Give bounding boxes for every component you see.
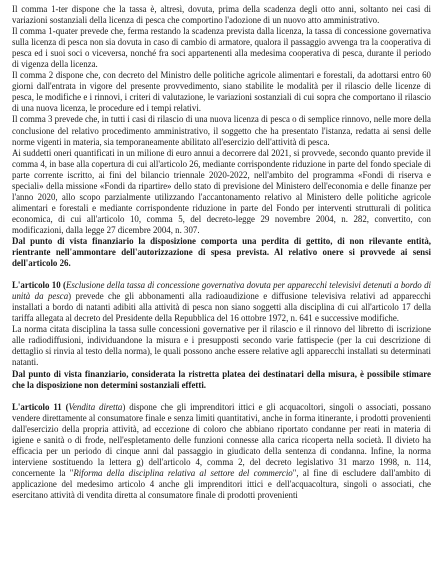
paragraph-articolo-10-finanziario: Dal punto di vista finanziario, considerata la ristretta platea dei destinatari della misura, è possibile stimare che la disposizione non determini sostanziali effetti. — [12, 368, 431, 390]
article-11-label: L'articolo 11 ( — [12, 401, 69, 412]
paragraph-comma-3: Il comma 3 prevede che, in tutti i casi di rilascio di una nuova licenza di pesca o di semplice rinnovo, nelle more della conclusione del relativo procedimento amministrativo, il soggetto che ha presentato l'istanza, redatta ai sensi delle norme vigenti in materia, sia temporaneamente abilitato all'esercizio dell'attività di pesca. — [12, 114, 431, 147]
paragraph-articolo-11 — [12, 402, 431, 501]
paragraph-articolo-10 — [12, 280, 431, 324]
paragraph-gap — [12, 269, 431, 280]
paragraph-comma-1-ter: Il comma 1-ter dispone che la tassa è, altresì, dovuta, prima della scadenza degli otto anni, soltanto nei casi di variazioni sostanziali della licenza di pesca che comportino l'adozione di un nuovo atto amministrativo. — [12, 4, 431, 26]
paragraph-articolo-10-norma: La norma citata disciplina la tassa sulle concessioni governative per il rilascio e il rinnovo del libretto di iscrizione alle radiodiffusioni, individuandone la misura e i presupposti secondo varie fattispecie (per la cui descrizione di dettaglio si rinvia al testo della norma), le quali possono anche essere relative agli apparecchi installati su determinati natanti. — [12, 324, 431, 368]
article-10-label: L'articolo 10 ( — [12, 280, 66, 291]
paragraph-copertura-finanziaria: Dal punto di vista finanziario la disposizione comporta una perdita di gettito, di non rilevante entità, rientrante nell'ammontare dell'autorizzazione di spesa prevista. Al relativo onere si provvede ai sensi dell'articolo 26. — [12, 235, 431, 269]
paragraph-gap — [12, 391, 431, 402]
paragraph-copertura: Ai suddetti oneri quantificati in un milione di euro annui a decorrere dal 2021, si provvede, secondo quanto previde il comma 4, in base alla copertura di cui all'articolo 26, mediante corrispondente riduzione in parte del fondo speciale di parte corrente iscritto, ai fini del bilancio triennale 2020-2022, nell'ambito del programma «Fondi di riserva e speciali» della missione «Fondi da ripartire» dello stato di previsione del Ministero dell'economia e delle finanze per l'anno 2020, allo scopo parzialmente utilizzando l'accantonamento relativo al Ministero delle politiche agricole alimentari e forestali e mediante corrispondente riduzione in parte del Fondo per interventi strutturali di politica economica, di cui all'articolo 10, comma 5, del decreto-legge 29 novembre 2004, n. 282, convertito, con modificazioni, dalla legge 27 dicembre 2004, n. 307. — [12, 147, 431, 235]
article-10-text: ) prevede che gli abbonamenti alla radioaudizione e diffusione televisiva relativi ad apparecchi installati a bordo di natanti adibiti alla attività di pesca non siano soggetti alla disciplina di cui all'articolo 17 della tariffa allegata al decreto del Presidente della Repubblica del 16 ottobre 1972, n. 641 e successive modifiche. — [12, 291, 432, 324]
article-10-title: Esclusione della tassa di concessione governativa dovuta per apparecchi televisivi detenuti a bordo di unità da pesca — [12, 280, 431, 302]
article-11-title: Vendita diretta — [68, 401, 123, 412]
paragraph-comma-2: Il comma 2 dispone che, con decreto del Ministro delle politiche agricole alimentari e forestali, da adottarsi entro 60 giorni dall'entrata in vigore del presente provvedimento, siano stabilite le modalità per il rilascio delle licenze di pesca, le modifiche e i rinnovi, i criteri di valutazione, le variazioni sostanziali di cui sopra che comportano il rilascio di una nuova licenza, le procedure ed i tempi relativi. — [12, 70, 431, 114]
article-11-text-cont: ", al fine di escludere dall'ambito di applicazione del medesimo articolo 4 anche gli imprenditori ittici e dell'acquacoltura, singoli o associati, che esercitano attività di vendita diretta al consumatore finale di prodotti provenienti — [12, 467, 431, 500]
paragraph-comma-1-quater: Il comma 1-quater prevede che, ferma restando la scadenza prevista dalla licenza, la tassa di concessione governativa sulla licenza di pesca non sia dovuta in caso di cambio di armatore, qualora il passaggio avvenga tra la cooperativa di pesca ed i suoi soci o viceversa, nonché fra soci appartenenti alla medesima cooperativa di pesca, durante il periodo di vigenza della licenza. — [12, 26, 431, 70]
article-11-decree-title: Riforma della disciplina relativa al settore del commercio — [73, 467, 293, 478]
article-11-text: ) dispone che gli imprenditori ittici e gli acquacoltori, singoli o associati, possano vendere direttamente al consumatore finale e senza limiti quantitativi, anche in forma itinerante, i prodotti provenienti dall'esercizio della propria attività, ad eccezione di coloro che abbiano riportato condanne per reati in materia di igiene e sanità o di frode, nell'espletamento delle funzioni connesse alla carica ricoperta nella società. Il divieto ha efficacia per un periodo di cinque anni dal passaggio in giudicato della sentenza di condanna. Infine, la norma interviene sostituendo la lettera g) dell'articolo 4, comma 2, del decreto legislativo 31 marzo 1998, n. 114, concernente la " — [12, 401, 431, 478]
